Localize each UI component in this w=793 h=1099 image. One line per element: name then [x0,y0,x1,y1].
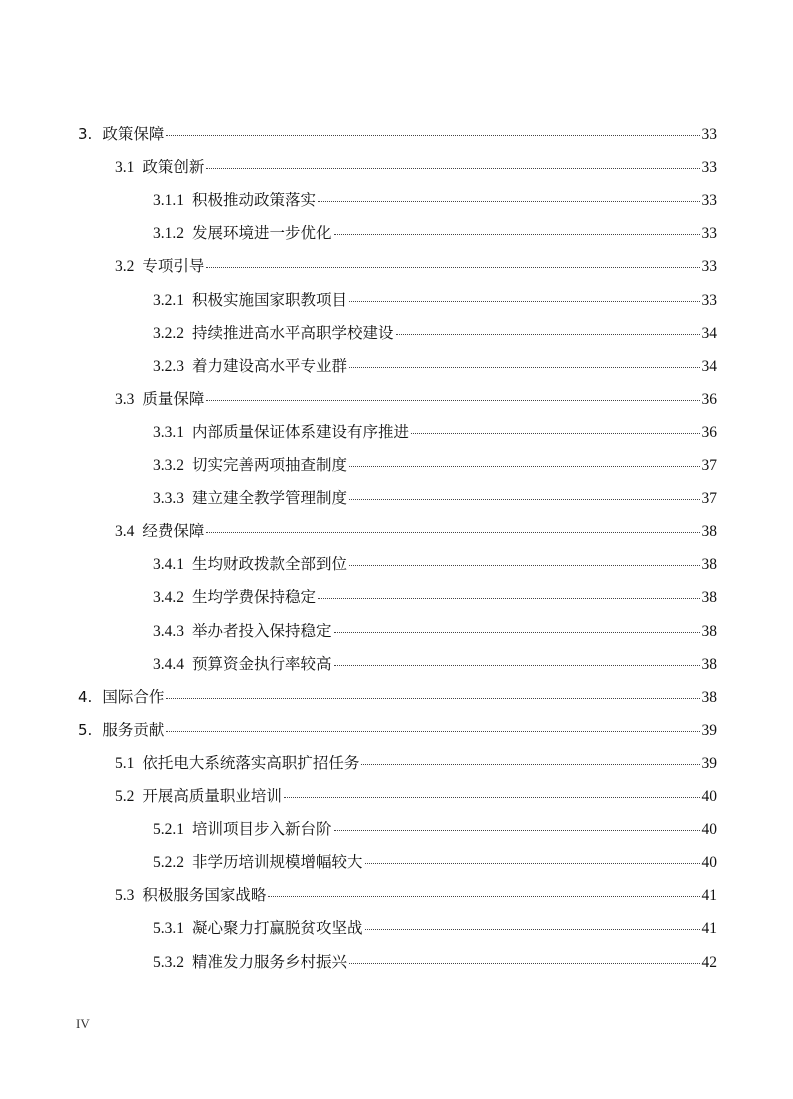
toc-entry[interactable] [153,916,717,949]
toc-entry-number: 5.2 [115,788,135,805]
toc-dot-leader [334,830,700,831]
toc-entry[interactable] [153,486,717,519]
toc-entry-page: 39 [701,754,717,772]
toc-entry-number: 3.2.2 [153,324,184,342]
toc-entry[interactable] [153,188,717,221]
toc-entry-page: 40 [701,821,717,839]
toc-entry-page: 38 [701,589,717,607]
toc-entry-number: 3.1.1 [153,192,184,210]
toc-entry-number: 3. [78,125,93,143]
toc-entry-number: 3.1 [115,159,135,177]
toc-entry-title: 积极推动政策落实 [192,191,317,210]
toc-entry-title: 凝心聚力打赢脱贫攻坚战 [192,919,363,938]
toc-entry-page: 36 [701,390,717,408]
page-footer-number: IV [76,1016,90,1031]
toc-entry-title: 着力建设高水平专业群 [192,356,348,375]
toc-entry[interactable] [153,453,717,486]
toc-dot-leader [318,201,699,202]
toc-entry[interactable] [153,619,717,652]
toc-dot-leader [349,301,699,302]
toc-entry-title: 专项引导 [142,257,205,276]
toc-entry-number: 3.4 [115,523,135,541]
toc-dot-leader [268,896,699,897]
toc-entry-title: 举办者投入保持稳定 [192,621,332,640]
toc-dot-leader [365,863,700,864]
toc-dot-leader [206,532,699,533]
toc-entry[interactable] [115,883,717,916]
toc-entry-page: 33 [701,291,717,309]
toc-entry[interactable] [153,950,717,983]
toc-entry-title: 内部质量保证体系建设有序推进 [192,422,410,441]
toc-entry-number: 5.3.1 [153,920,184,938]
toc-dot-leader [166,135,699,136]
toc-entry[interactable] [153,420,717,453]
toc-entry-title: 持续推进高水平高职学校建设 [192,323,394,342]
toc-entry-page: 33 [701,192,717,210]
toc-dot-leader [411,433,699,434]
toc-entry[interactable] [115,387,717,420]
toc-entry[interactable] [153,850,717,883]
toc-dot-leader [334,234,700,235]
toc-entry-number: 5.3 [115,887,135,905]
toc-entry-page: 34 [701,357,717,375]
toc-entry-title: 预算资金执行率较高 [192,654,332,673]
toc-entry-number: 3.3 [115,390,135,408]
toc-entry-number: 5.2.1 [153,821,184,839]
toc-entry-number: 3.4.2 [153,589,184,607]
toc-entry-title: 精准发力服务乡村振兴 [192,952,348,971]
toc-entry[interactable] [153,354,717,387]
toc-dot-leader [318,598,699,599]
toc-entry[interactable] [78,718,717,751]
toc-entry-title: 发展环境进一步优化 [192,224,332,243]
toc-entry-number: 5.1 [115,754,135,772]
toc-entry-page: 40 [701,854,717,872]
toc-entry-page: 42 [701,953,717,971]
toc-entry-page: 33 [701,159,717,177]
toc-dot-leader [284,797,700,798]
toc-entry-page: 38 [701,556,717,574]
toc-entry-number: 5.2.2 [153,854,184,872]
toc-entry-title: 质量保障 [142,389,205,408]
toc-entry-number: 4. [78,687,93,706]
toc-entry[interactable] [153,288,717,321]
toc-entry-number: 3.3.3 [153,490,184,508]
toc-entry-title: 服务贡献 [102,720,165,739]
toc-entry[interactable] [153,221,717,254]
toc-entry[interactable] [153,321,717,354]
toc-dot-leader [365,929,700,930]
toc-entry-page: 38 [701,622,717,640]
toc-entry-title: 建立建全教学管理制度 [192,489,348,508]
toc-entry[interactable] [153,552,717,585]
toc-entry-title: 非学历培训规模增幅较大 [192,853,363,872]
toc-entry-page: 38 [701,655,717,673]
toc-entry-number: 3.3.2 [153,457,184,474]
toc-entry-number: 5.3.2 [153,953,184,971]
toc-entry-number: 3.2.1 [153,291,184,309]
toc-entry[interactable] [153,652,717,685]
toc-entry-title: 生均学费保持稳定 [192,588,317,607]
toc-entry-page: 37 [701,490,717,508]
toc-entry-title: 国际合作 [102,687,165,706]
toc-dot-leader [396,334,700,335]
toc-dot-leader [349,367,699,368]
toc-dot-leader [206,168,699,169]
toc-dot-leader [206,400,699,401]
toc-dot-leader [334,665,700,666]
toc-entry[interactable] [78,122,717,155]
toc-entry-title: 依托电大系统落实高职扩招任务 [142,753,360,772]
toc-dot-leader [334,632,700,633]
toc-entry-page: 33 [701,126,717,143]
toc-entry-page: 41 [701,887,717,905]
toc-entry-title: 积极实施国家职教项目 [192,290,348,309]
toc-entry-page: 33 [701,258,717,276]
toc-entry-title: 生均财政拨款全部到位 [192,555,348,574]
toc-entry-title: 积极服务国家战略 [142,886,267,905]
toc-dot-leader [166,698,699,699]
toc-entry-page: 34 [701,324,717,342]
toc-entry-number: 3.2.3 [153,357,184,375]
toc-entry-page: 39 [701,721,717,739]
toc-entry-page: 41 [701,920,717,938]
toc-entry-number: 3.3.1 [153,423,184,441]
toc-entry[interactable] [115,751,717,784]
toc-dot-leader [349,963,699,964]
toc-dot-leader [349,466,699,467]
toc-dot-leader [349,499,699,500]
toc-entry-title: 政策创新 [142,158,205,177]
toc-entry-title: 开展高质量职业培训 [142,787,282,805]
toc-entry-title: 切实完善两项抽查制度 [192,456,348,474]
toc-entry-number: 3.4.1 [153,556,184,574]
toc-dot-leader [206,267,699,268]
toc-entry[interactable] [153,817,717,850]
toc-dot-leader [349,565,699,566]
toc-entry[interactable] [153,585,717,618]
toc-entry-page: 37 [701,457,717,474]
toc-entry[interactable] [115,155,717,188]
toc-entry-number: 5. [78,720,93,739]
toc-entry[interactable] [115,519,717,552]
toc-entry[interactable] [115,254,717,287]
toc-dot-leader [361,764,699,765]
toc-entry-title: 经费保障 [142,522,205,541]
toc-entry[interactable] [78,685,717,718]
toc-entry-page: 38 [701,523,717,541]
toc-dot-leader [166,731,699,732]
toc-entry-title: 培训项目步入新台阶 [192,820,332,839]
toc-entry-number: 3.4.4 [153,655,184,673]
toc-entry-page: 36 [701,423,717,441]
toc-entry-title: 政策保障 [102,125,165,143]
toc-entry-page: 33 [701,225,717,243]
toc-entry[interactable] [115,784,717,817]
toc-entry-page: 40 [701,788,717,805]
toc-entry-number: 3.2 [115,258,135,276]
toc-entry-page: 38 [701,688,717,706]
toc-entry-number: 3.1.2 [153,225,184,243]
toc-entry-number: 3.4.3 [153,622,184,640]
